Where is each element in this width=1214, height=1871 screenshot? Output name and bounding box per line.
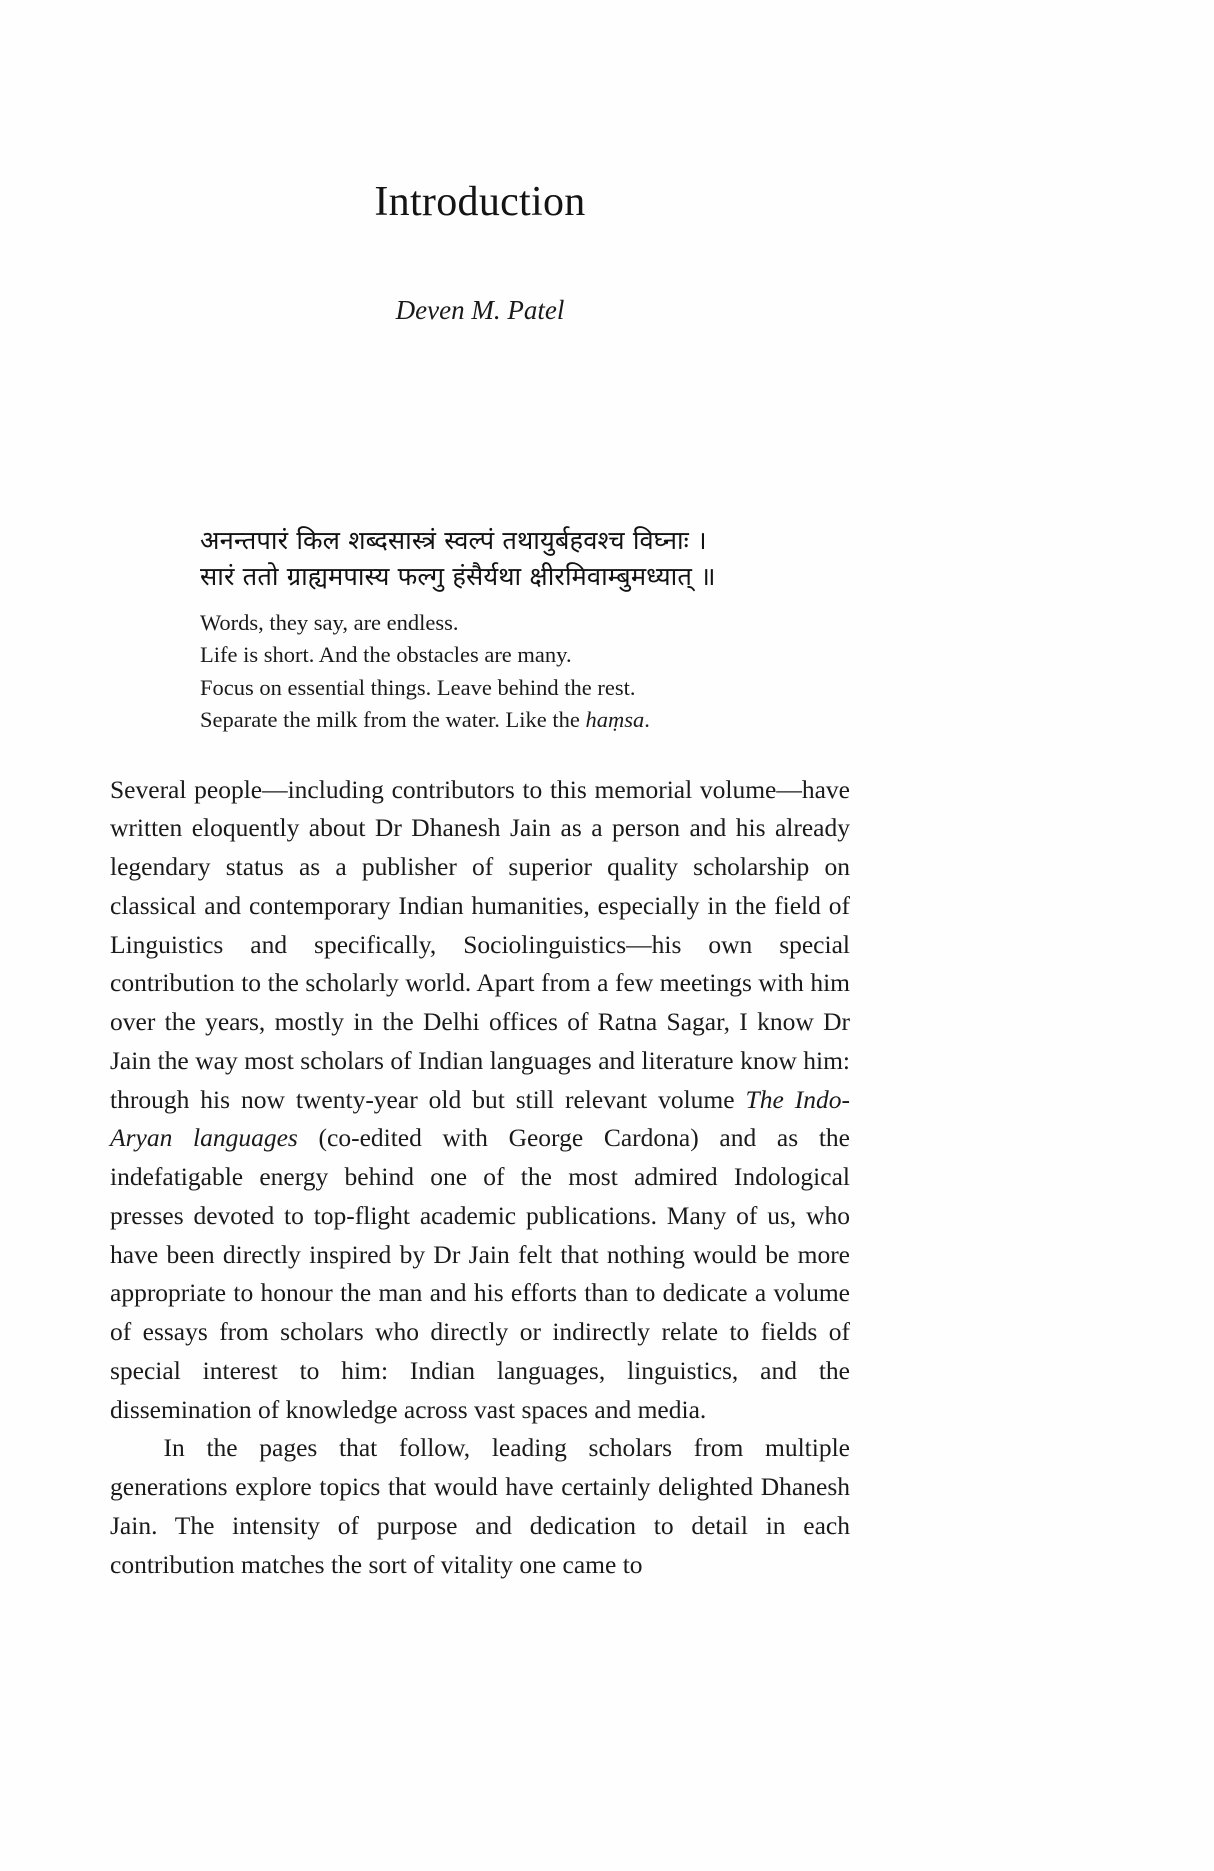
page-title: Introduction	[374, 179, 586, 225]
paragraph-1-part-2: (co-edited with George Cardona) and as the indefatigable energy behind one of the most admired Indological presses devoted to top-flight academic publications. Many of us, who have been directly inspired by Dr Jain felt that nothing would be more appropriate to honour the man and his efforts than to dedicate a volume of essays from scholars who directly or indirectly relate to fields of special interest to him: Indian languages, linguistics, and the dissemination of knowledge across vast spaces and media.	[110, 1123, 850, 1424]
translation-line-4-suffix: .	[644, 707, 650, 733]
hamsa-term: haṃsa	[585, 707, 645, 733]
book-title-indo-aryan-languages: The Indo-Aryan languages	[110, 1084, 851, 1153]
translation-line-4	[200, 704, 836, 736]
translation-line-4-prefix: Separate the milk from the water. Like the	[200, 707, 586, 733]
translation-line-2: Life is short. And the obstacles are many.	[200, 642, 572, 668]
translation-line-1: Words, they say, are endless.	[200, 610, 459, 636]
paragraph-2: In the pages that follow, leading scholars from multiple generations explore topics that would have certainly delighted Dhanesh Jain. The intensity of purpose and dedication to detail in each contribution matches the sort of vitality one came to	[110, 1433, 850, 1579]
epigraph-block	[110, 327, 850, 737]
paragraph-1-part-1: Several people—including contributors to this memorial volume—have written eloquently about Dr Dhanesh Jain as a person and his already legendary status as a publisher of superior quality scholarship on classical and contemporary Indian humanities, especially in the field of Linguistics and specifically, Sociolinguistics—his own special contribution to the scholarly world. Apart from a few meetings with him over the years, mostly in the Delhi offices of Ratna Sagar, I know Dr Jain the way most scholars of Indian languages and literature know him: through his now twenty-year old but still relevant volume	[110, 774, 850, 1114]
body-text	[110, 737, 850, 1585]
text-column	[110, 0, 850, 1584]
author-byline: Deven M. Patel	[395, 295, 565, 326]
sanskrit-verse-line-1: अनन्तपारं किल शब्दसास्त्रं स्वल्पं तथायुर्बहवश्च विघ्नाः ।	[200, 525, 707, 556]
epigraph-translation	[200, 595, 836, 737]
translation-line-3: Focus on essential things. Leave behind the rest.	[200, 674, 636, 700]
sanskrit-verse-line-2: सारं ततो ग्राह्यमपास्य फल्गु हंसैर्यथा क्षीरमिवाम्बुमध्यात् ॥	[200, 561, 716, 592]
paragraph-1	[110, 771, 850, 1430]
